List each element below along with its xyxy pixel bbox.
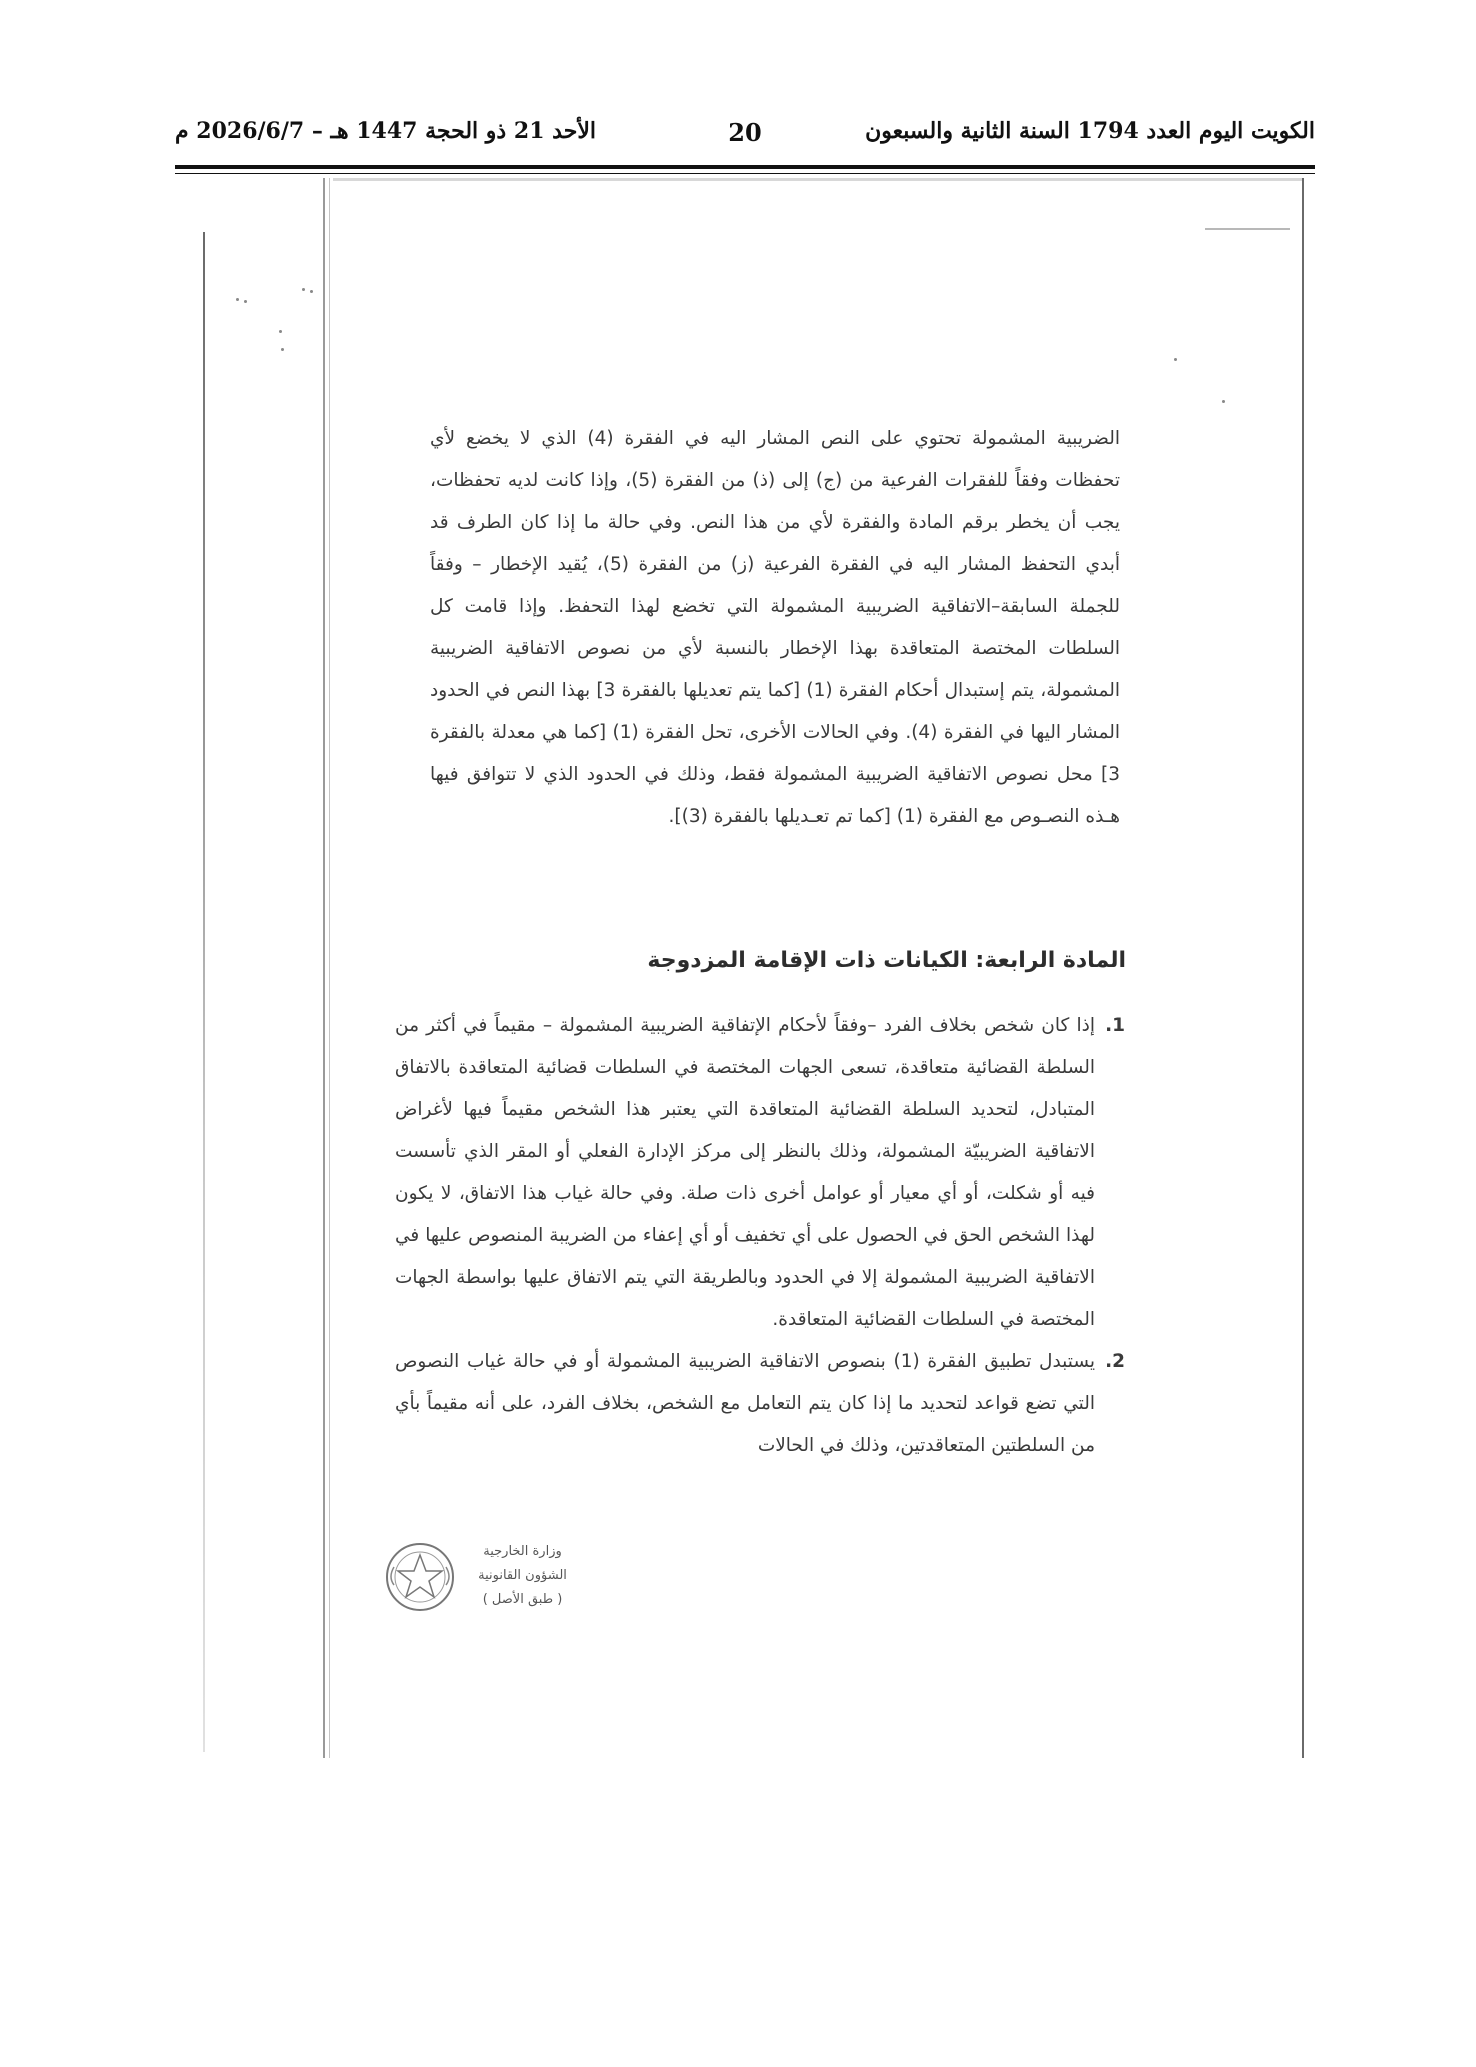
stamp-text <box>465 1540 580 1612</box>
scan-speck <box>279 330 282 333</box>
body-paragraph: الضريبية المشمولة تحتوي على النص المشار اليه في الفقرة (4) الذي لا يخضع لأي تحفظات وفقاً للفقرات الفرعية من (ج) إلى (ذ) من الفقرة (5)، وإذا كانت لديه تحفظات، يجب أن يخطر برقم المادة والفقرة لأي من هذا النص. وفي حالة ما إذا كان الطرف قد أبدي التحفظ المشار اليه في الفقرة الفرعية (ز) من الفقرة (5)، يُقيد الإخطار – وفقاً للجملة السابقة–الاتفاقية الضريبية المشمولة التي تخضع لهذا التحفظ. وإذا قامت كل السلطات المختصة المتعاقدة بهذا الإخطار بالنسبة لأي من نصوص الاتفاقية الضريبية المشمولة، يتم إستبدال أحكام الفقرة (1) [كما يتم تعديلها بالفقرة 3] بهذا النص في الحدود المشار اليها في الفقرة (4). وفي الحالات الأخرى، تحل الفقرة (1) [كما هي معدلة بالفقرة 3] محل نصوص الاتفاقية الضريبية المشمولة فقط، وذلك في الحدود الذي لا تتوافق فيها هـذه النصـوص مع الفقرة (1) [كما تم تعـديلها بالفقرة (3)]. <box>430 428 1121 827</box>
list-item-number: 2. <box>1105 1351 1125 1372</box>
ministry-stamp <box>380 1535 580 1625</box>
list-item-text: إذا كان شخص بخلاف الفرد –وفقاً لأحكام الإتفاقية الضريبية المشمولة – مقيماً في أكثر من السلطة القضائية متعاقدة، تسعى الجهات المختصة في السلطات قضائية المتعاقدة بالاتفاق المتبادل، لتحديد السلطة القضائية المتعاقدة التي يعتبر هذا الشخص مقيماً فيها لأغراض الاتفاقية الضريبيّة المشمولة، وذلك بالنظر إلى مركز الإدارة الفعلي أو المقر الذي تأسست فيه أو شكلت، أو أي معيار أو عوامل أخرى ذات صلة. وفي حالة غياب هذا الاتفاق، لا يكون لهذا الشخص الحق في الحصول على أي تخفيف أو أي إعفاء من الضريبة المنصوص عليها في الاتفاقية الضريبية المشمولة إلا في الحدود وبالطريقة التي يتم الاتفاق عليها بواسطة الجهات المختصة في السلطات القضائية المتعاقدة. <box>395 1015 1095 1330</box>
scan-dash-mark <box>1205 228 1290 230</box>
header-date: الأحد 21 ذو الحجة 1447 هـ – 2026/6/7 م <box>175 118 596 144</box>
stamp-line-ministry: وزارة الخارجية <box>483 1544 562 1559</box>
scan-speck <box>236 298 239 301</box>
list-item <box>395 1005 1125 1341</box>
scan-top-edge <box>333 178 1303 181</box>
header-rule-thin <box>175 173 1315 174</box>
scan-speck <box>1174 358 1177 361</box>
gazette-header <box>175 118 1315 158</box>
stamp-line-certified: ( طبق الأصل ) <box>482 1592 563 1607</box>
scan-speck <box>1222 400 1225 403</box>
scan-speck <box>281 348 284 351</box>
scan-margin-line <box>203 232 205 1752</box>
article-title: المادة الرابعة: الكيانات ذات الإقامة المزدوجة <box>647 948 1126 973</box>
stamp-line-department: الشؤون القانونية <box>478 1568 567 1583</box>
scan-left-edge <box>323 178 330 1758</box>
header-rule-thick <box>175 165 1315 169</box>
header-issue: الكويت اليوم العدد 1794 السنة الثانية والسبعون <box>865 118 1315 144</box>
article-clauses <box>395 1005 1125 1467</box>
list-item-number: 1. <box>1105 1015 1125 1036</box>
scan-right-edge <box>1302 178 1304 1758</box>
emblem-icon <box>380 1537 460 1617</box>
scan-speck <box>302 288 305 291</box>
scan-speck <box>244 300 247 303</box>
scan-speck <box>310 290 313 293</box>
list-item-text: يستبدل تطبيق الفقرة (1) بنصوص الاتفاقية الضريبية المشمولة أو في حالة غياب النصوص التي تضع قواعد لتحديد ما إذا كان يتم التعامل مع الشخص، بخلاف الفرد، على أنه مقيماً بأي من السلطتين المتعاقدتين، وذلك في الحالات <box>395 1351 1095 1456</box>
list-item <box>395 1341 1125 1467</box>
header-page-number: 20 <box>728 118 762 147</box>
